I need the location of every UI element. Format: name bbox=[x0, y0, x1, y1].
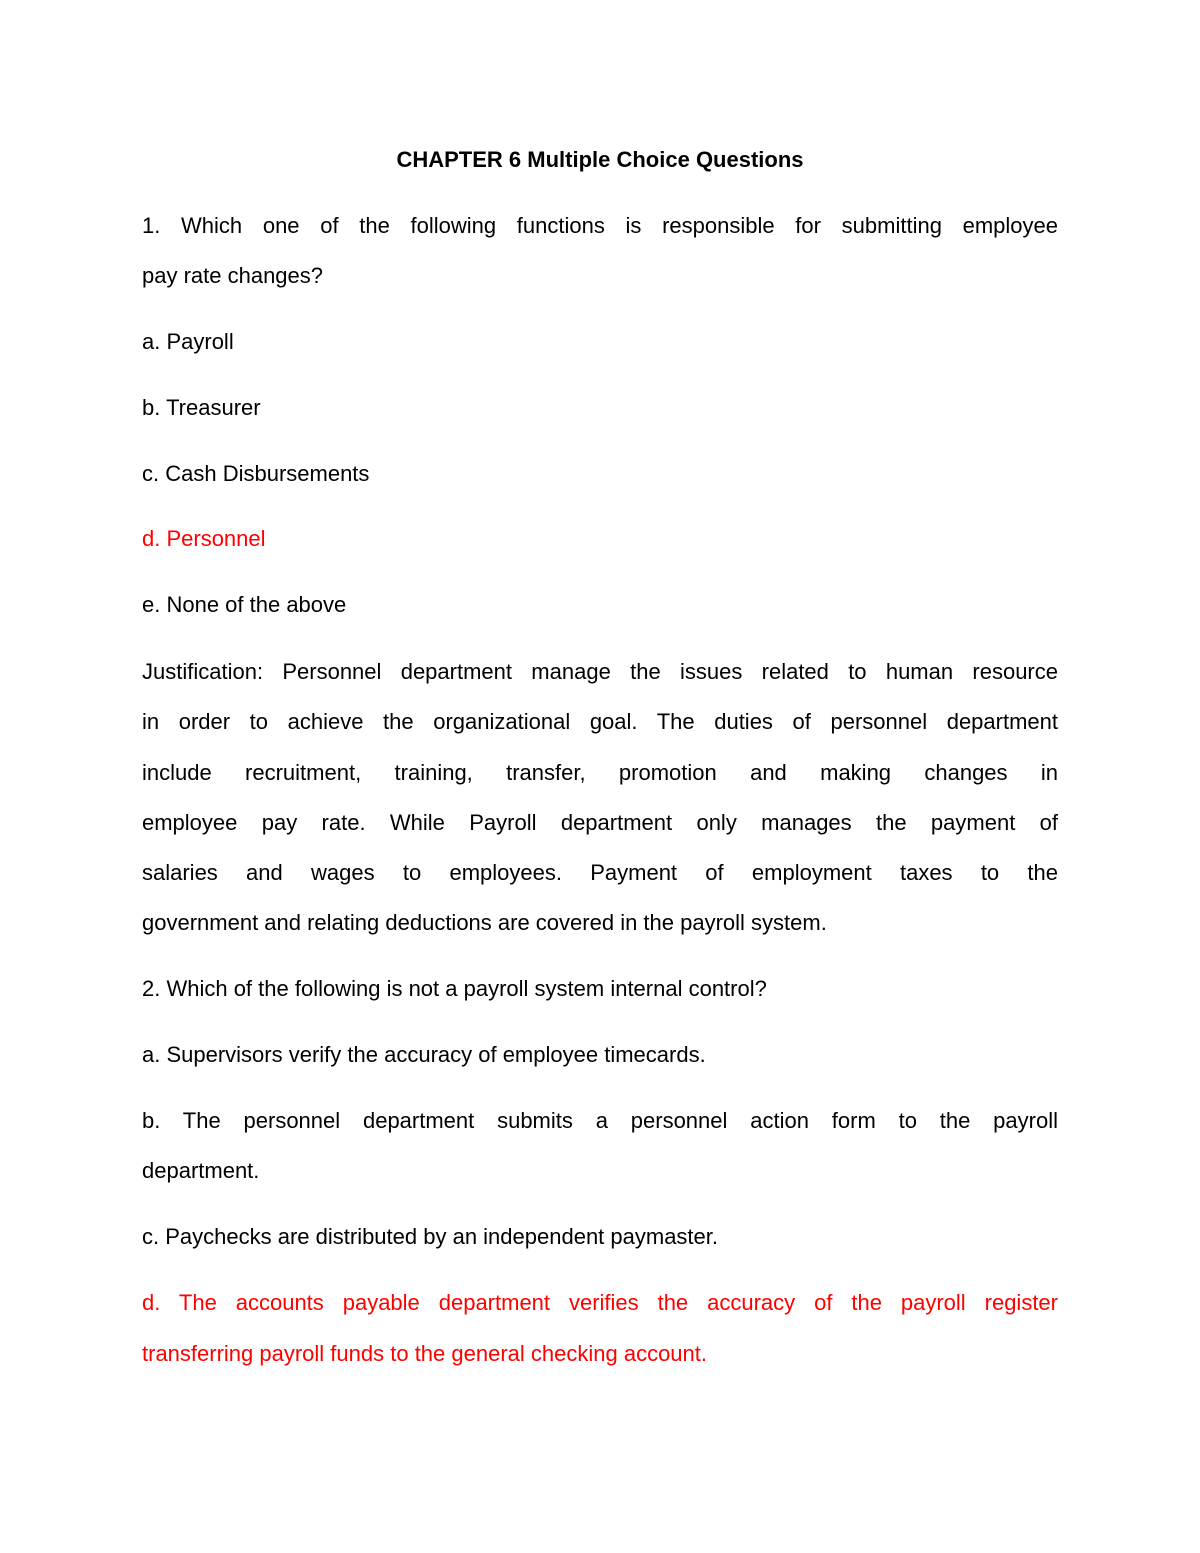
question-2-option-b-line-2: department. bbox=[142, 1158, 260, 1183]
question-2-option-b-line-1: b. The personnel department submits a personnel action form to the payroll bbox=[142, 1108, 1058, 1133]
question-1-option-c: c. Cash Disbursements bbox=[142, 461, 370, 486]
question-2-option-d-correct-answer-line-1: d. The accounts payable department verifies the accuracy of the payroll register bbox=[142, 1290, 1058, 1315]
question-2-option-c: c. Paychecks are distributed by an independent paymaster. bbox=[142, 1224, 719, 1249]
question-1-text-line-1: 1. Which one of the following functions is responsible for submitting employee bbox=[142, 213, 1058, 238]
question-2-option-a: a. Supervisors verify the accuracy of employee timecards. bbox=[142, 1042, 706, 1067]
justification-line-1: Justification: Personnel department manage the issues related to human resource bbox=[142, 659, 1058, 684]
question-1-option-d-correct-answer: d. Personnel bbox=[142, 526, 266, 551]
justification-line-4: employee pay rate. While Payroll department only manages the payment of bbox=[142, 810, 1058, 835]
page-title: CHAPTER 6 Multiple Choice Questions bbox=[396, 147, 804, 172]
question-2-text: 2. Which of the following is not a payroll system internal control? bbox=[142, 976, 767, 1001]
justification-line-2: in order to achieve the organizational goal. The duties of personnel department bbox=[142, 709, 1058, 734]
question-1-option-e: e. None of the above bbox=[142, 592, 347, 617]
justification-line-6: government and relating deductions are covered in the payroll system. bbox=[142, 910, 827, 935]
justification-line-5: salaries and wages to employees. Payment of employment taxes to the bbox=[142, 860, 1058, 885]
question-1-option-a: a. Payroll bbox=[142, 329, 234, 354]
question-1-option-b: b. Treasurer bbox=[142, 395, 261, 420]
question-2-option-d-correct-answer-line-2: transferring payroll funds to the general checking account. bbox=[142, 1341, 707, 1366]
question-1-text-line-2: pay rate changes? bbox=[142, 263, 324, 288]
justification-line-3: include recruitment, training, transfer, promotion and making changes in bbox=[142, 760, 1058, 785]
